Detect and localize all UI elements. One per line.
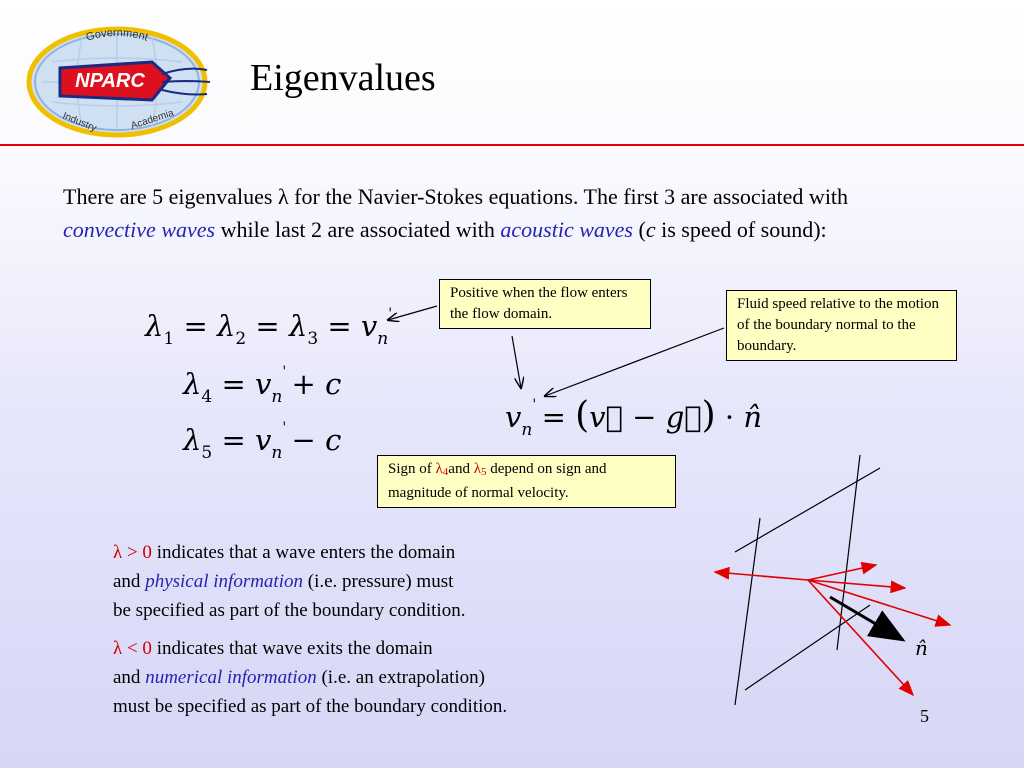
- bullet1-line2b: (i.e. pressure) must: [303, 571, 454, 592]
- eq1-lambda2: λ: [216, 309, 236, 343]
- bullet1-line1: indicates that a wave enters the domain: [151, 542, 456, 563]
- bullet-lambda-negative: [113, 634, 633, 721]
- eq2-c: c: [325, 367, 342, 401]
- eq3-c: c: [325, 423, 342, 457]
- eq1-lambda1: λ: [145, 309, 164, 343]
- eq1-n: n: [377, 329, 389, 349]
- eq1-equals-c: =: [327, 309, 352, 343]
- eq4-vec-g: g⃗: [665, 400, 702, 434]
- eq3-n: n: [271, 443, 283, 463]
- bullet-lambda-positive: [113, 538, 633, 625]
- note-sign-lambda4: λ: [435, 461, 443, 477]
- eq3-v: v: [254, 423, 272, 457]
- intro-highlight-acoustic: acoustic waves: [500, 217, 633, 242]
- intro-c-symbol: c: [645, 217, 656, 242]
- eq2-lambda: λ: [183, 367, 202, 401]
- eq3-sub: 5: [201, 443, 213, 463]
- eq1-lambda3: λ: [288, 309, 308, 343]
- eq4-vec-v: v⃗: [589, 400, 623, 434]
- bullet1-line3: be specified as part of the boundary condition.: [113, 600, 466, 621]
- note-positive: Positive when the flow enters the flow domain.: [439, 279, 651, 329]
- eq4-lparen: (: [575, 395, 590, 436]
- wave-arrow-upper: [808, 565, 876, 580]
- eq4-minus: −: [632, 400, 657, 434]
- page-title: Eigenvalues: [250, 57, 436, 99]
- eq4-v: v: [505, 400, 522, 434]
- note-sign-prefix: Sign of: [388, 461, 436, 477]
- arrow-positive-to-eq1: [388, 306, 437, 320]
- eq1-v: v: [360, 309, 378, 343]
- boundary-wave-diagram: [700, 450, 960, 710]
- eq2-sub: 4: [201, 387, 213, 407]
- note-sign-sub5: 5: [481, 466, 487, 478]
- intro-text-4: is speed of sound):: [655, 217, 827, 242]
- eq1-sub2: 2: [235, 329, 247, 349]
- boundary-line-left: [735, 518, 760, 705]
- note-sign-suffix: depend on sign and magnitude of normal velocity.: [388, 461, 607, 501]
- note-sign-sub4: 4: [442, 466, 449, 478]
- arrow-fluid-to-vn: [545, 328, 724, 396]
- eq2-n: n: [271, 387, 283, 407]
- eq4-n: n: [521, 420, 533, 440]
- page-number: 5: [920, 706, 929, 726]
- logo-left-text: Industry: [60, 110, 98, 135]
- note-sign-and: and: [448, 461, 474, 477]
- eq3-equals: =: [221, 423, 246, 457]
- eq4-n-hat: n̂: [743, 400, 763, 434]
- eq4-rparen: ): [701, 395, 716, 436]
- bullet2-line2b: (i.e. an extrapolation): [316, 667, 486, 688]
- eq4-equals: =: [541, 400, 566, 434]
- arrow-positive-to-vn: [512, 336, 521, 388]
- boundary-line-right: [837, 455, 860, 650]
- eq2-v: v: [254, 367, 272, 401]
- eq4-prime: ': [532, 397, 537, 413]
- eq2-equals: =: [221, 367, 246, 401]
- eq2-plus: +: [291, 367, 316, 401]
- boundary-line-bottom: [745, 605, 870, 690]
- bullet2-highlight: numerical information: [145, 667, 317, 688]
- logo-right-text: Academia: [129, 107, 176, 132]
- eq3-prime: ': [282, 420, 287, 436]
- intro-text-3: (: [632, 217, 646, 242]
- bullet1-condition: λ > 0: [113, 542, 152, 563]
- bullet1-line2a: and: [113, 571, 146, 592]
- note-sign-lambda5: λ: [473, 461, 481, 477]
- bullet2-line2a: and: [113, 667, 146, 688]
- note-fluid-speed: Fluid speed relative to the motion of the boundary normal to the boundary.: [726, 290, 957, 361]
- logo-name: NPARC: [75, 70, 145, 92]
- eq1-equals-b: =: [255, 309, 280, 343]
- eq3-lambda: λ: [183, 423, 202, 457]
- intro-text-1: There are 5 eigenvalues λ for the Navier-Stokes equations. The first 3 are associated with: [63, 184, 849, 209]
- eq4-dot: ·: [724, 400, 735, 434]
- bullet2-line1: indicates that wave exits the domain: [151, 638, 433, 659]
- bullet1-highlight: physical information: [145, 571, 303, 592]
- intro-text-2: while last 2 are associated with: [215, 217, 501, 242]
- eq1-sub3: 3: [307, 329, 319, 349]
- eq1-equals-a: =: [183, 309, 208, 343]
- eq1-prime: ': [388, 306, 393, 322]
- eq3-minus: −: [291, 423, 316, 457]
- eq2-prime: ': [282, 364, 287, 380]
- normal-vector-label: n̂: [915, 636, 928, 660]
- eq1-sub1: 1: [163, 329, 175, 349]
- bullet2-line3: must be specified as part of the boundary condition.: [113, 696, 508, 717]
- bullet2-condition: λ < 0: [113, 638, 152, 659]
- logo-top-text: Government: [84, 26, 150, 44]
- intro-highlight-convective: convective waves: [63, 217, 216, 242]
